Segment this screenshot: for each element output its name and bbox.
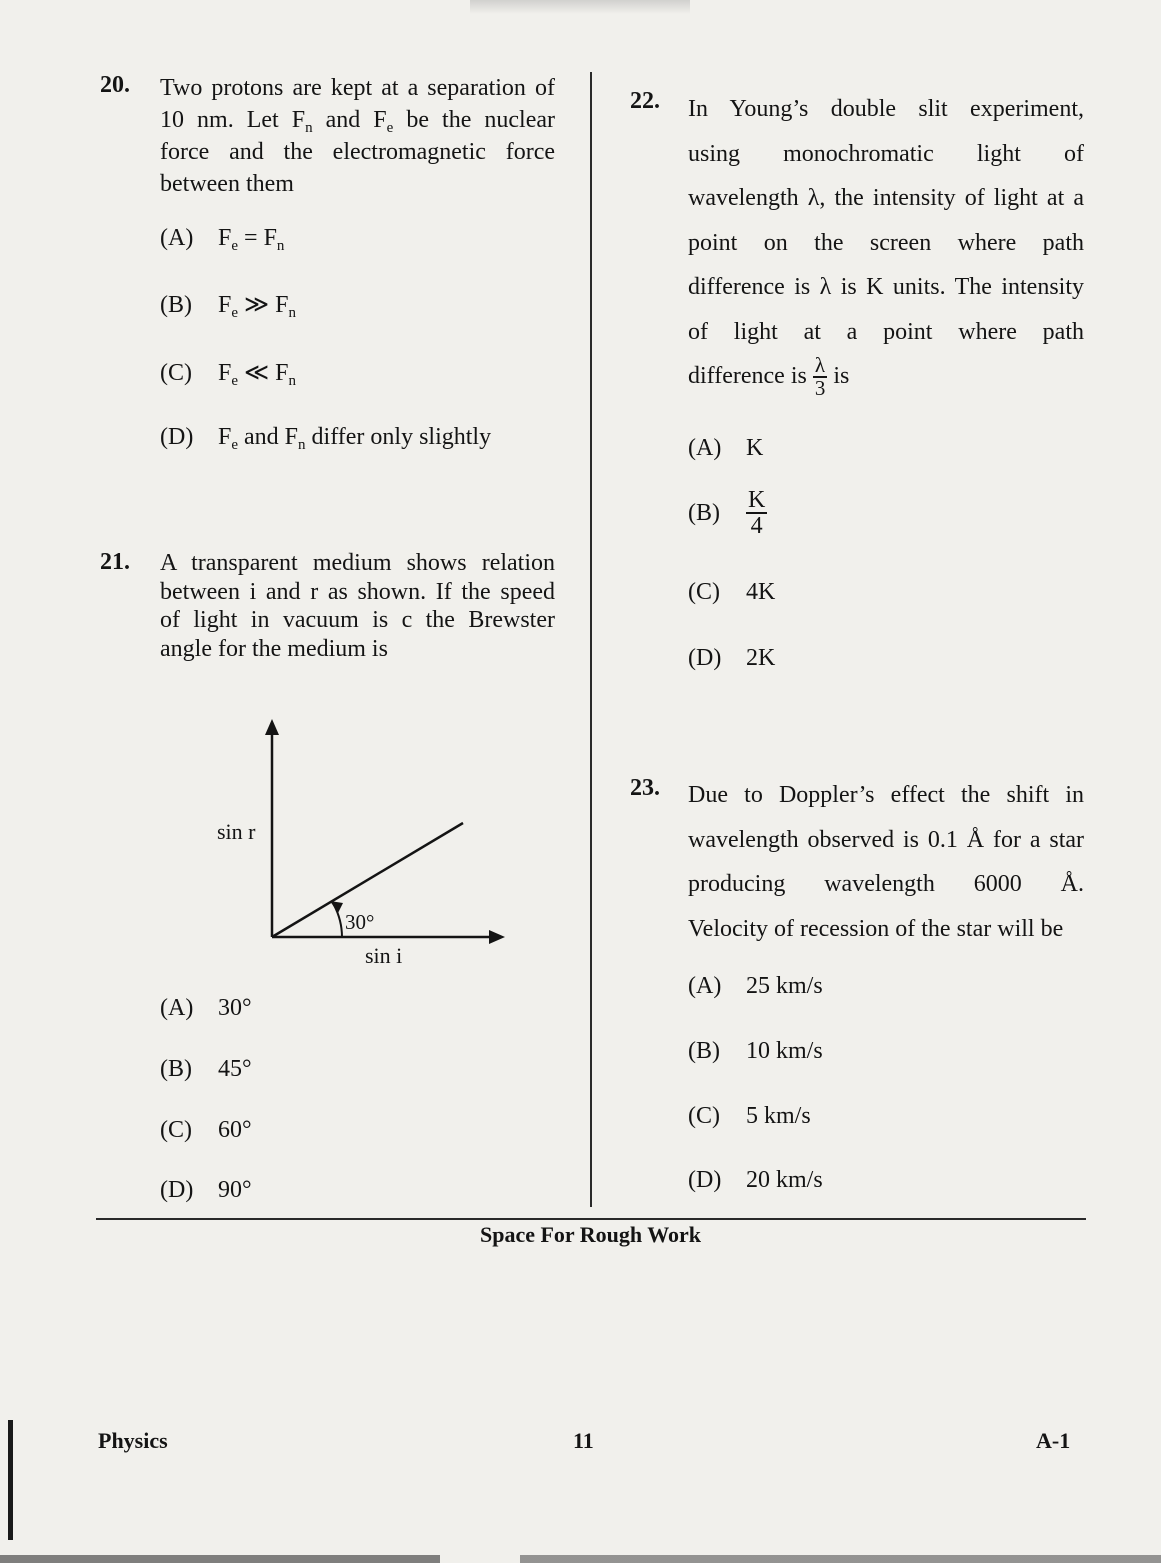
option-label: (D): [688, 1167, 722, 1193]
q20-line-2: [160, 104, 555, 136]
q21-text: [160, 549, 555, 663]
q21-line-2: between i and r as shown. If the speed: [160, 578, 555, 605]
option-operator: = F: [238, 225, 277, 251]
y-axis-label: sin r: [217, 819, 256, 844]
q23-line-3: producing wavelength 6000 Å.: [688, 871, 1084, 897]
x-axis-arrowhead: [489, 930, 505, 944]
fraction-denominator: 4: [750, 513, 763, 539]
q22-number: 22.: [630, 88, 660, 114]
option-label: (C): [160, 1117, 192, 1143]
option-label: (C): [688, 579, 720, 605]
option-sub: n: [288, 373, 297, 389]
q22-line-7b: is: [827, 363, 850, 389]
option-label: (B): [688, 499, 720, 526]
q21-option-b[interactable]: [160, 1056, 252, 1083]
q22-option-d[interactable]: [688, 645, 775, 672]
q20-number: 20.: [100, 72, 130, 98]
option-rest: differ only slightly: [305, 424, 492, 450]
q21-line-4: angle for the medium is: [160, 635, 388, 662]
option-label: (B): [160, 292, 192, 318]
footer-subject: Physics: [98, 1428, 168, 1453]
q20-line-2c: and F: [312, 107, 387, 133]
q20-line-3: force and the electromagnetic force: [160, 139, 555, 165]
option-value: 90°: [218, 1177, 252, 1203]
q23-option-b[interactable]: [688, 1038, 823, 1065]
option-value: 2K: [746, 645, 776, 671]
scan-bottom-edge: [0, 1555, 1161, 1563]
option-symbol: F: [218, 292, 232, 318]
fraction-denominator: 3: [814, 376, 826, 401]
q22-line-1: In Young’s double slit experiment,: [688, 96, 1084, 122]
option-value: 10 km/s: [746, 1038, 823, 1064]
option-label: (A): [688, 973, 722, 999]
q20-line-4: between them: [160, 171, 294, 197]
q22-line-7: [688, 354, 1084, 399]
angle-label: 30°: [345, 910, 375, 934]
q21-number: 21.: [100, 549, 130, 575]
q22-text: [688, 87, 1084, 399]
option-label: (B): [688, 1038, 720, 1064]
fraction-numerator: λ: [813, 355, 828, 378]
option-sub: e: [231, 437, 239, 453]
q20-option-d[interactable]: [160, 424, 491, 451]
option-sub: n: [276, 238, 285, 254]
q22-line-2: using monochromatic light of: [688, 140, 1084, 167]
rough-work-label: Space For Rough Work: [479, 1222, 702, 1247]
footer-booklet-code: A-1: [1036, 1428, 1071, 1453]
option-value: K: [746, 435, 764, 461]
option-label: (D): [160, 1177, 194, 1203]
q20-line-2e: be the nuclear: [393, 107, 556, 133]
q20-option-b[interactable]: [160, 290, 296, 319]
option-value: 45°: [218, 1056, 252, 1082]
option-operator: ≪ F: [238, 360, 289, 386]
q22-line-4: point on the screen where path: [688, 229, 1084, 256]
q22-line-5: difference is λ is K units. The intensity: [688, 274, 1084, 300]
option-label: (C): [160, 360, 192, 386]
sin-i-sin-r-graph: [205, 715, 525, 975]
q23-line-2: wavelength observed is 0.1 Å for a star: [688, 826, 1084, 853]
q22-option-a[interactable]: [688, 435, 763, 462]
q23-text: [688, 773, 1084, 951]
option-value: 25 km/s: [746, 973, 823, 999]
q21-option-d[interactable]: [160, 1177, 252, 1204]
option-value: 30°: [218, 995, 252, 1021]
q23-option-c[interactable]: [688, 1103, 811, 1130]
option-value: 20 km/s: [746, 1167, 823, 1193]
option-label: (C): [688, 1103, 720, 1129]
option-sub: n: [298, 437, 306, 453]
q23-line-1: Due to Doppler’s effect the shift in: [688, 782, 1084, 808]
q20-sub-n: n: [305, 120, 313, 136]
option-symbol: F: [218, 360, 232, 386]
q20-option-c[interactable]: [160, 358, 296, 387]
option-symbol: F: [218, 424, 232, 450]
rough-work-rule: [96, 1218, 1086, 1220]
q20-text: [160, 72, 555, 200]
q23-number: 23.: [630, 775, 660, 801]
option-sub: e: [231, 305, 239, 321]
binding-mark: [8, 1420, 13, 1540]
option-sub: e: [231, 238, 239, 254]
q23-line-4: Velocity of recession of the star will be: [688, 915, 1064, 942]
option-label: (D): [160, 424, 194, 450]
option-sub: n: [288, 305, 297, 321]
option-sub: e: [231, 373, 239, 389]
q21-line-3: of light in vacuum is c the Brewster: [160, 607, 555, 633]
y-axis-arrowhead: [265, 719, 279, 735]
q23-option-d[interactable]: [688, 1167, 823, 1194]
q21-line-1: A transparent medium shows relation: [160, 550, 555, 576]
q22-line-3: wavelength λ, the intensity of light at a: [688, 185, 1084, 211]
column-divider: [590, 72, 592, 1207]
footer-page-number: 11: [573, 1428, 594, 1453]
option-label: (B): [160, 1056, 192, 1082]
option-operator: and F: [238, 424, 299, 450]
option-label: (A): [688, 435, 722, 461]
q22-option-c[interactable]: [688, 579, 775, 606]
option-symbol: F: [218, 225, 232, 251]
option-value: 60°: [218, 1117, 252, 1143]
x-axis-label: sin i: [365, 943, 403, 968]
option-operator: ≫ F: [238, 292, 289, 318]
q20-line-1: Two protons are kept at a separation of: [160, 75, 555, 101]
q22-line-6: of light at a point where path: [688, 318, 1084, 345]
q23-option-a[interactable]: [688, 973, 823, 1000]
option-label: (D): [688, 645, 722, 671]
q21-option-c[interactable]: [160, 1117, 252, 1144]
option-value: 4K: [746, 579, 776, 605]
q22-option-b[interactable]: [688, 488, 767, 538]
q21-option-a[interactable]: [160, 995, 252, 1022]
scan-smudge: [470, 0, 690, 14]
fraction-numerator: K: [748, 487, 766, 513]
option-value: 5 km/s: [746, 1103, 811, 1129]
option-label: (A): [160, 995, 194, 1021]
q20-option-a[interactable]: [160, 225, 284, 252]
q20-line-2a: 10 nm. Let F: [160, 107, 306, 133]
lambda-over-3-fraction: [813, 355, 828, 399]
option-label: (A): [160, 225, 194, 251]
q22-line-7a: difference is: [688, 363, 813, 389]
k-over-4-fraction: [746, 488, 767, 538]
q20-sub-e: e: [386, 120, 394, 136]
